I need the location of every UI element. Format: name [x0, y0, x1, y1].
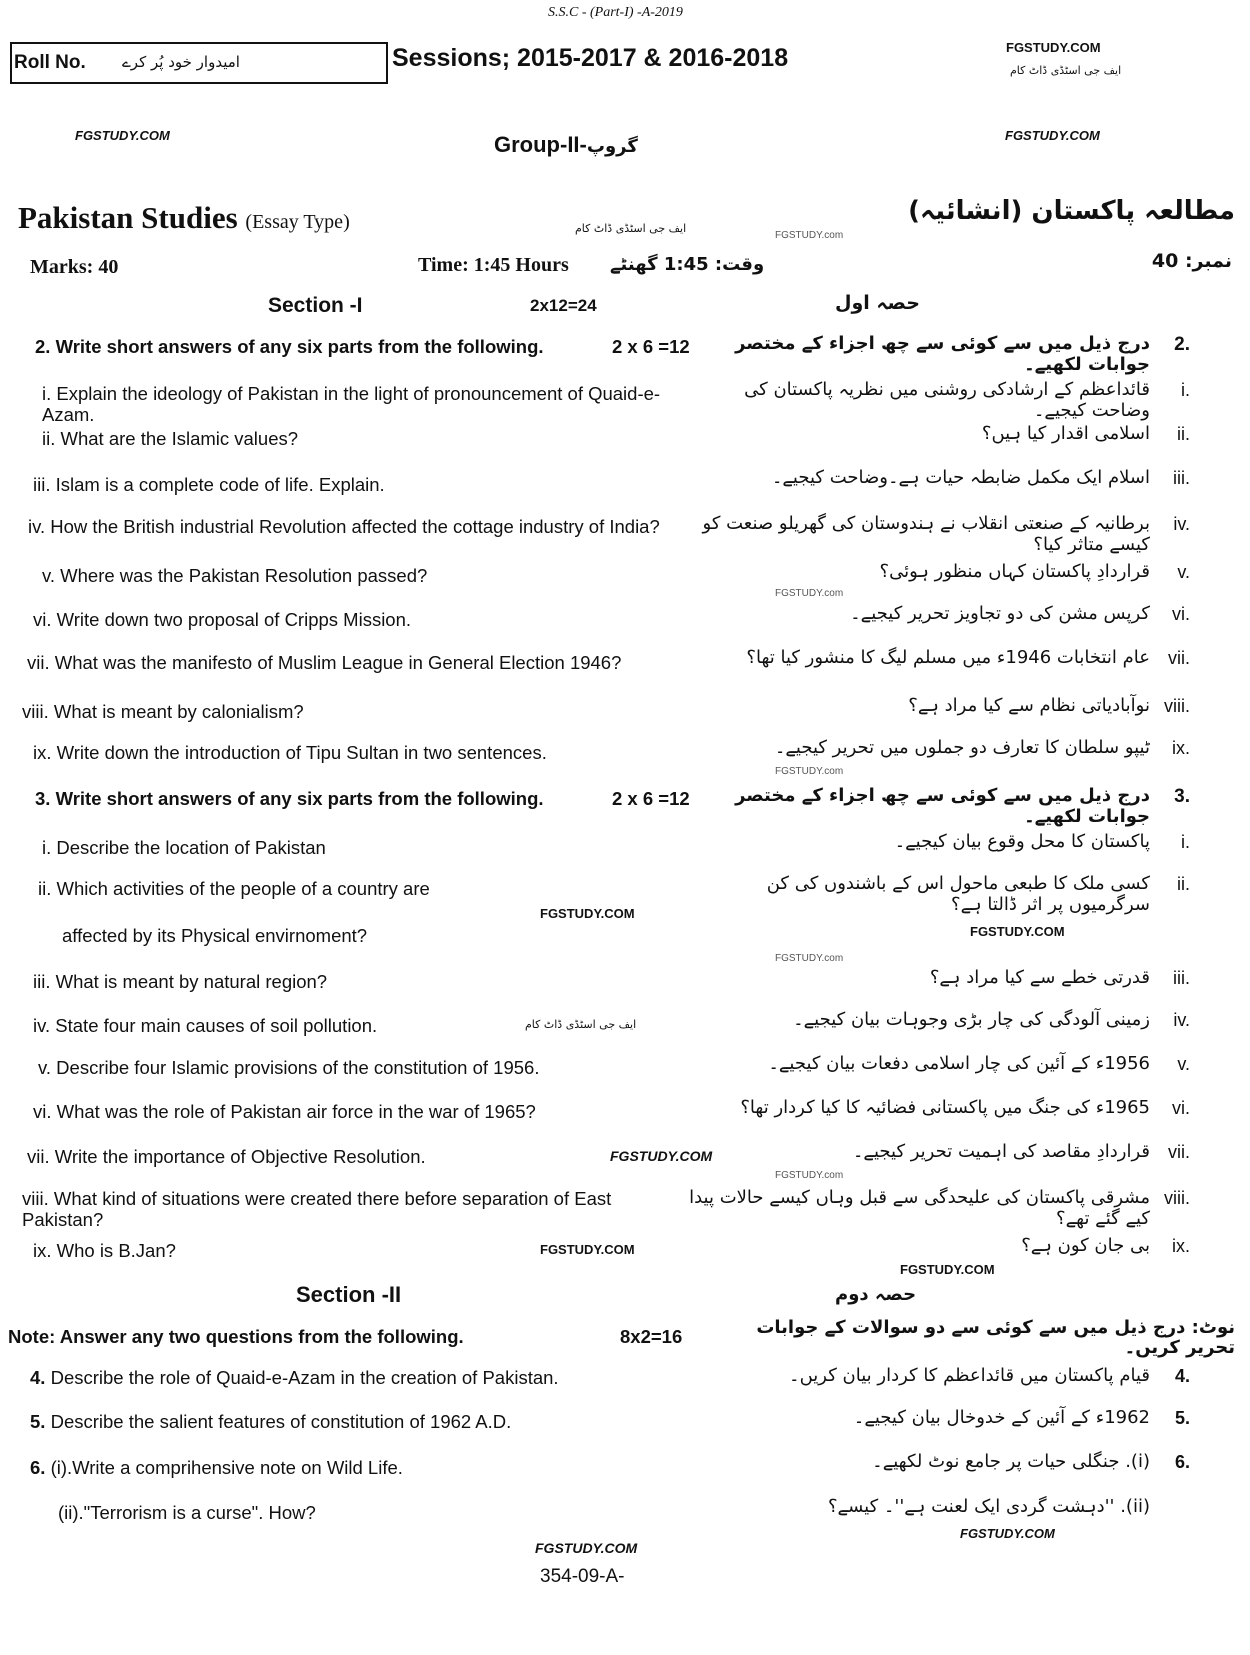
sessions: Sessions; 2015-2017 & 2016-2018	[392, 44, 789, 72]
section-2-note: Note: Answer any two questions from the following.	[8, 1326, 464, 1347]
roll-urdu: امیدوار خود پُر کرے	[122, 53, 240, 71]
watermark-small: FGSTUDY.com	[775, 230, 844, 241]
question-3: 3. Write short answers of any six parts from the following.	[35, 788, 544, 809]
roll-label: Roll No.	[14, 52, 86, 73]
q2-num-urdu: 2.	[1174, 334, 1190, 355]
question-2	[35, 336, 605, 357]
watermark-urdu: ایف جی اسٹڈی ڈاٹ کام	[575, 222, 687, 235]
watermark-urdu: ایف جی اسٹڈی ڈاٹ کام	[525, 1018, 637, 1031]
watermark: FGSTUDY.COM	[75, 128, 170, 143]
watermark-small: FGSTUDY.com	[775, 953, 844, 964]
watermark: FGSTUDY.COM	[970, 924, 1065, 939]
marks: Marks: 40	[30, 256, 119, 278]
watermark: FGSTUDY.COM	[610, 1148, 713, 1164]
watermark: FGSTUDY.COM	[900, 1262, 995, 1277]
section-2-title: Section -II	[296, 1282, 402, 1307]
group-label: Group-II-	[494, 132, 587, 157]
section-1-title: Section -I	[268, 294, 363, 317]
watermark-urdu: ایف جی اسٹڈی ڈاٹ کام	[1010, 64, 1122, 77]
q2-urdu: درج ذیل میں سے کوئی سے چھ اجزاء کے مختصر جوابات لکھیے۔	[735, 333, 1150, 375]
q3-num-urdu: 3.	[1174, 786, 1190, 807]
group	[494, 132, 638, 158]
time: Time: 1:45 Hours	[418, 254, 569, 276]
q-text: Write short answers of any six parts from the following.	[55, 336, 544, 357]
watermark: FGSTUDY.COM	[540, 906, 635, 921]
marks-urdu: نمبر: 40	[1151, 250, 1232, 272]
watermark: FGSTUDY.COM	[1006, 40, 1101, 55]
paper-code: 354-09-A-	[540, 1566, 625, 1587]
subject-title	[18, 200, 350, 236]
group-urdu: گروپ	[586, 136, 638, 157]
watermark: FGSTUDY.COM	[960, 1526, 1055, 1541]
watermark: FGSTUDY.COM	[540, 1242, 635, 1257]
watermark-small: FGSTUDY.com	[775, 588, 844, 599]
section-1-marks: 2x12=24	[530, 296, 597, 315]
time-urdu: وقت: 1:45 گھنٹے	[610, 254, 765, 275]
watermark-small: FGSTUDY.com	[775, 766, 844, 777]
section-2-marks: 8x2=16	[620, 1326, 683, 1347]
q3-urdu: درج ذیل میں سے کوئی سے چھ اجزاء کے مختصر جوابات لکھیے۔	[735, 785, 1150, 827]
subject: Pakistan Studies	[18, 200, 238, 235]
section-1-urdu: حصہ اول	[835, 292, 920, 314]
paper-type: (Essay Type)	[245, 211, 350, 233]
exam-code: S.S.C - (Part-I) -A-2019	[548, 5, 683, 20]
section-2-note-urdu: نوٹ: درج ذیل میں سے کوئی سے دو سوالات کے جوابات تحریر کریں۔	[756, 1317, 1235, 1358]
q2-marks: 2 x 6 =12	[612, 336, 690, 357]
q-num: 2.	[35, 336, 51, 357]
subject-urdu: مطالعہ پاکستان (انشائیہ)	[908, 196, 1235, 226]
section-2-urdu: حصہ دوم	[835, 1284, 917, 1305]
watermark-small: FGSTUDY.com	[775, 1170, 844, 1181]
watermark: FGSTUDY.COM	[535, 1540, 638, 1556]
watermark: FGSTUDY.COM	[1005, 128, 1100, 143]
q3-marks: 2 x 6 =12	[612, 788, 690, 809]
roll-number-box[interactable]	[10, 42, 388, 84]
